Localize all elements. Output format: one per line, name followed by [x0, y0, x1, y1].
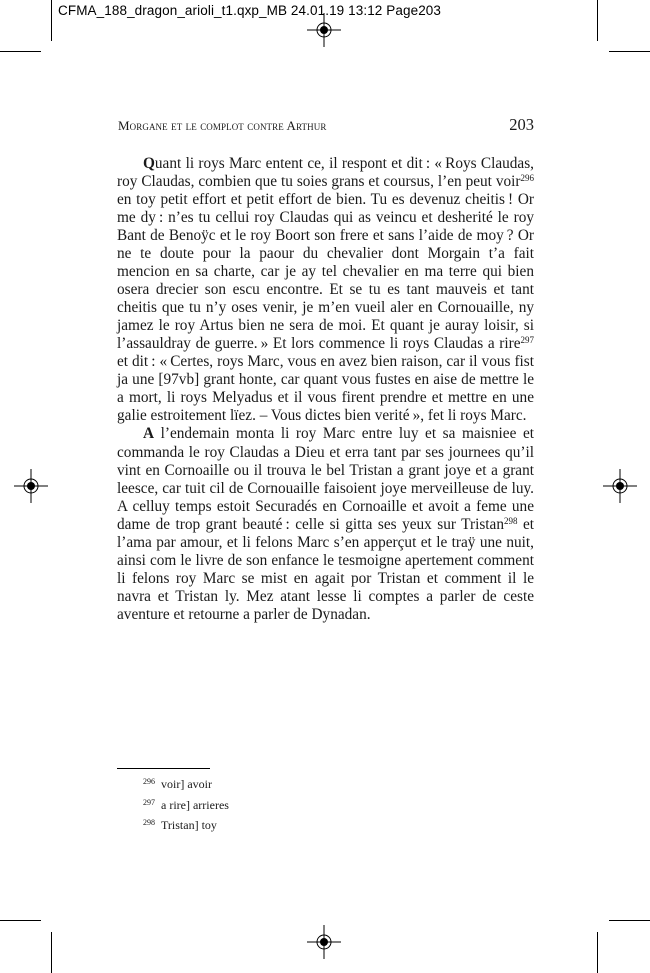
text-segment: en toy petit effort et petit effort de bien. Tu es devenuz cheitis ! Or me dy : n’es tu cellui roy Claudas qui as veincu et desherité le roy Bant de Benoÿc et le roy Boort son frere et sans l’aide de moy ? Or ne te doute pour la paour du chevalier dont Morgain t’a fait mencion en sa charte, car je ay tel chevalier en ma terre qui bien osera drecier son escu encontre. Et se tu es tant mauveis et tant cheitis que tu n’y oses venir, je m’en vueil aler en Cornouaille, ny jamez le roy Artus bien ne sera de moi. Et quant je auray loisir, si l’assauldray de guerre. » Et lors commence li roys Claudas a rire [117, 191, 534, 353]
footnote-number: 298 [143, 818, 155, 827]
crop-mark-top-left [51, 0, 52, 41]
footnote-text: a rire] arrieres [161, 797, 229, 812]
paragraph [117, 155, 534, 425]
crop-mark-top-right [597, 0, 598, 41]
paragraph-initial: Q [143, 155, 155, 172]
registration-mark-right [603, 469, 637, 503]
footnote-ref[interactable]: 297 [520, 335, 534, 346]
registration-mark-top [307, 13, 341, 47]
footnote-rule [117, 768, 210, 769]
page-number: 203 [509, 115, 534, 134]
crop-mark-bottom-left [0, 920, 41, 921]
footnote [143, 773, 229, 794]
footnote-ref[interactable]: 296 [520, 173, 534, 184]
registration-mark-left [14, 469, 48, 503]
text-segment: l’endemain monta li roy Marc entre luy et sa maisniee et commanda le roy Claudas a Dieu et erra tant par ses journees qu’il vint en Cornoaille ou il trouva le bel Tristan a grant joye et a grant leesce, car tuit cil de Cornouaille faisoient joye merveilleuse de luy. A celluy temps estoit Securadés en Cornoaille et avoit a feme une dame de trop grant beauté : celle si gitta ses yeux sur Tristan [117, 425, 534, 533]
crop-mark-top-right [609, 51, 650, 52]
footnote-ref[interactable]: 298 [503, 515, 518, 526]
footnote-text: voir] avoir [161, 777, 212, 791]
slug-line: CFMA_188_dragon_arioli_t1.qxp_MB 24.01.19 13:12 Page203 [58, 3, 442, 18]
footnote [143, 814, 229, 835]
footnote [143, 794, 229, 815]
footnotes [143, 773, 229, 835]
footnote-number: 297 [143, 797, 155, 807]
text-segment: uant li roys Marc entent ce, il respont et dit : « Roys Claudas, roy Claudas, combien que tu soies grans et coursus, l’en peut voir [117, 155, 534, 191]
registration-mark-bottom [307, 925, 341, 959]
running-head-title: Morgane et le complot contre Arthur [118, 118, 327, 133]
footnote-text: Tristan] toy [161, 818, 217, 832]
body-text [117, 155, 534, 624]
paragraph-initial: A [143, 425, 155, 443]
running-head [118, 115, 534, 138]
text-segment: et l’ama par amour, et li felons Marc s’en apperçut et le traÿ une nuit, ainsi com le livre de son enfance le tesmoigne apertement comment li felons roy Marc se mist en agait por Tristan et comment il le navra et Tristan ly. Mez atant lesse li comptes a parler de ceste aventure et retourne a parler de Dynadan. [117, 515, 534, 623]
crop-mark-bottom-left [51, 932, 52, 973]
crop-mark-top-left [0, 51, 41, 52]
footnote-number: 296 [143, 777, 155, 786]
crop-mark-bottom-right [597, 932, 598, 973]
crop-mark-bottom-right [609, 920, 650, 921]
text-segment: et dit : « Certes, roys Marc, vous en avez bien raison, car il vous fist ja une [97vb] grant honte, car quant vous fustes en aise de mettre le a mort, li roys Melyadus et il vous firent prendre et mettre en une galie estroitement lïez. – Vous dictes bien verité », fet li roys Marc. [117, 353, 534, 425]
paragraph [117, 425, 534, 623]
